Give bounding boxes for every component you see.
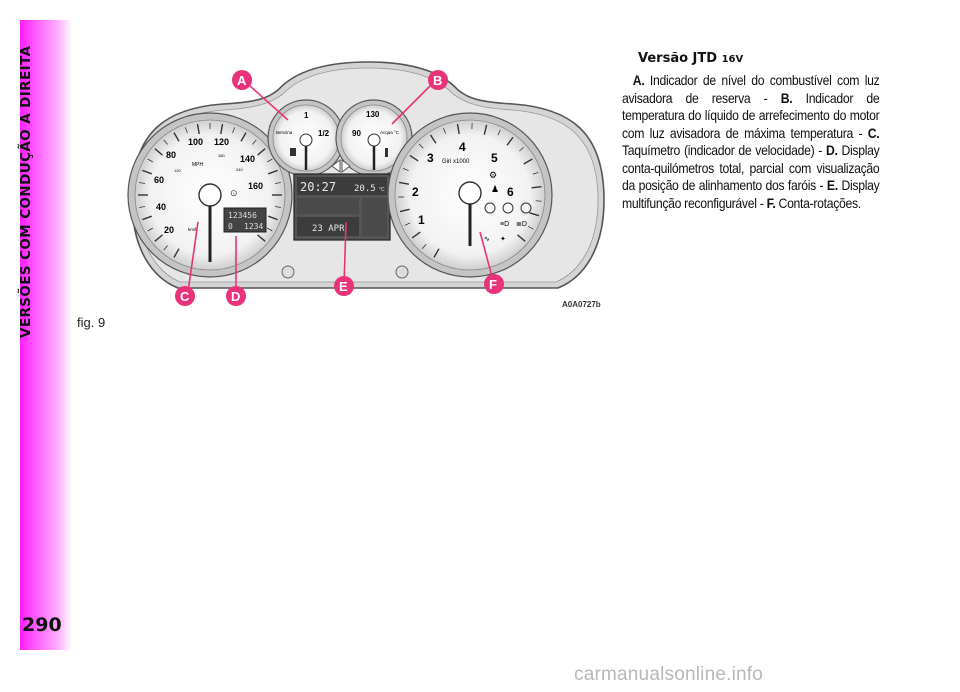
display-middle-right [362,198,387,236]
section-title: VERSÕES COM CONDUÇÃO A DIREITA [18,46,34,339]
fuel-label-benzina: Benzina [276,130,293,135]
fuel-label-full: 1 [304,111,309,120]
page-number: 290 [22,614,62,636]
heading-small: 16V [721,54,744,65]
display-date: 23 APR [312,224,345,234]
glow-plug-icon: ∿ [484,236,490,243]
speedo-mph-label: MPH [192,162,204,168]
speedo-label-40: 40 [156,202,167,212]
display-time: 20:27 [300,180,337,194]
speedo-hub [199,184,221,206]
item-b-text: Indicador de temperatura do líquido de arrefecimento do motor com luz avisadora de máxima temperatura - [622,90,880,141]
cluster-knob-right [396,266,408,278]
tacho-label-3: 3 [427,151,434,165]
tacho-label-1: 1 [418,213,425,227]
temp-label-90: 90 [352,129,361,138]
odometer-total: 123456 [228,211,257,220]
legend-paragraph [622,72,879,212]
speedo-label-60: 60 [154,175,165,185]
tacho-unit-label: Giri x1000 [442,159,470,165]
fuel-label-half: 1/2 [318,129,330,138]
speedo-label-80: 80 [166,150,177,160]
brake-warning-icon: ⊙ [230,188,238,198]
temp-label-acqua: Acqua °C [380,130,400,135]
low-beam-icon: ≣D [516,221,527,228]
tacho-label-5: 5 [491,151,498,165]
speedo-label-160: 160 [248,181,264,191]
callout-b: B [433,73,443,88]
display-temp-unit: °C [379,187,385,193]
display-middle-left [297,198,359,214]
item-d-text: Display conta-quilómetros total, parcial com visualização da posição de alinhamento dos faróis - [622,143,880,193]
instrument-cluster-figure [118,50,618,320]
temp-label-130: 130 [366,110,380,119]
engine-check-icon: ⚙ [489,170,498,180]
temp-hub [368,134,380,146]
callout-f: F [489,277,497,292]
callout-d: D [231,289,241,304]
item-f-text: Conta-rotações. [778,195,861,211]
tacho-label-4: 4 [459,140,466,154]
heading-main: Versão JTD [638,51,718,66]
tacho-label-2: 2 [412,185,419,199]
item-d-letter: D. [825,143,838,158]
item-e-text: Display multifunção reconfigurável - [622,178,880,211]
description-column [622,51,880,212]
callout-e: E [339,279,348,294]
odometer-trip: 1234 [244,222,264,231]
item-c-letter: C. [867,125,880,141]
seatbelt-icon: ♟ [491,184,500,194]
dial-tick [536,201,542,202]
figure-code: A0A0727b [562,300,601,309]
speedo-mph-240: 240 [236,167,243,172]
callout-a: A [237,73,247,88]
fuel-pump-icon [290,148,296,156]
figure-label: fig. 9 [77,315,106,330]
speedo-label-20: 20 [164,225,175,235]
parking-light-icon: ✦ [500,236,506,243]
speedo-kmh-label: km/h [188,227,198,232]
item-f-letter: F. [766,195,776,211]
display-outside-temp: 20.5 [354,184,376,194]
watermark[interactable]: carmanualsonline.info [574,664,764,685]
item-a-letter: A. [632,73,645,88]
odometer-trip-prefix: 0 [228,222,233,231]
callout-c: C [180,289,190,304]
item-c-text: Taquímetro (indicador de velocidade) - [622,143,823,158]
speedo-mph-120: 120 [174,168,181,173]
item-a-text: Indicador de nível do combustível com luz avisadora de reserva - [622,73,880,106]
speedo-mph-180: 180 [218,153,225,158]
tacho-label-6: 6 [507,185,514,199]
fuel-hub [300,134,312,146]
cluster-knob-left [282,266,294,278]
fog-light-icon: ≡D [500,221,510,228]
item-e-letter: E. [826,178,838,193]
speedo-label-100: 100 [188,137,204,147]
tacho-hub [459,182,481,204]
speedo-label-140: 140 [240,154,256,164]
speedo-label-120: 120 [214,137,230,147]
cluster-illustration [118,50,618,320]
item-b-letter: B. [780,90,793,106]
coolant-temp-icon [385,148,388,157]
section-heading [638,51,880,66]
